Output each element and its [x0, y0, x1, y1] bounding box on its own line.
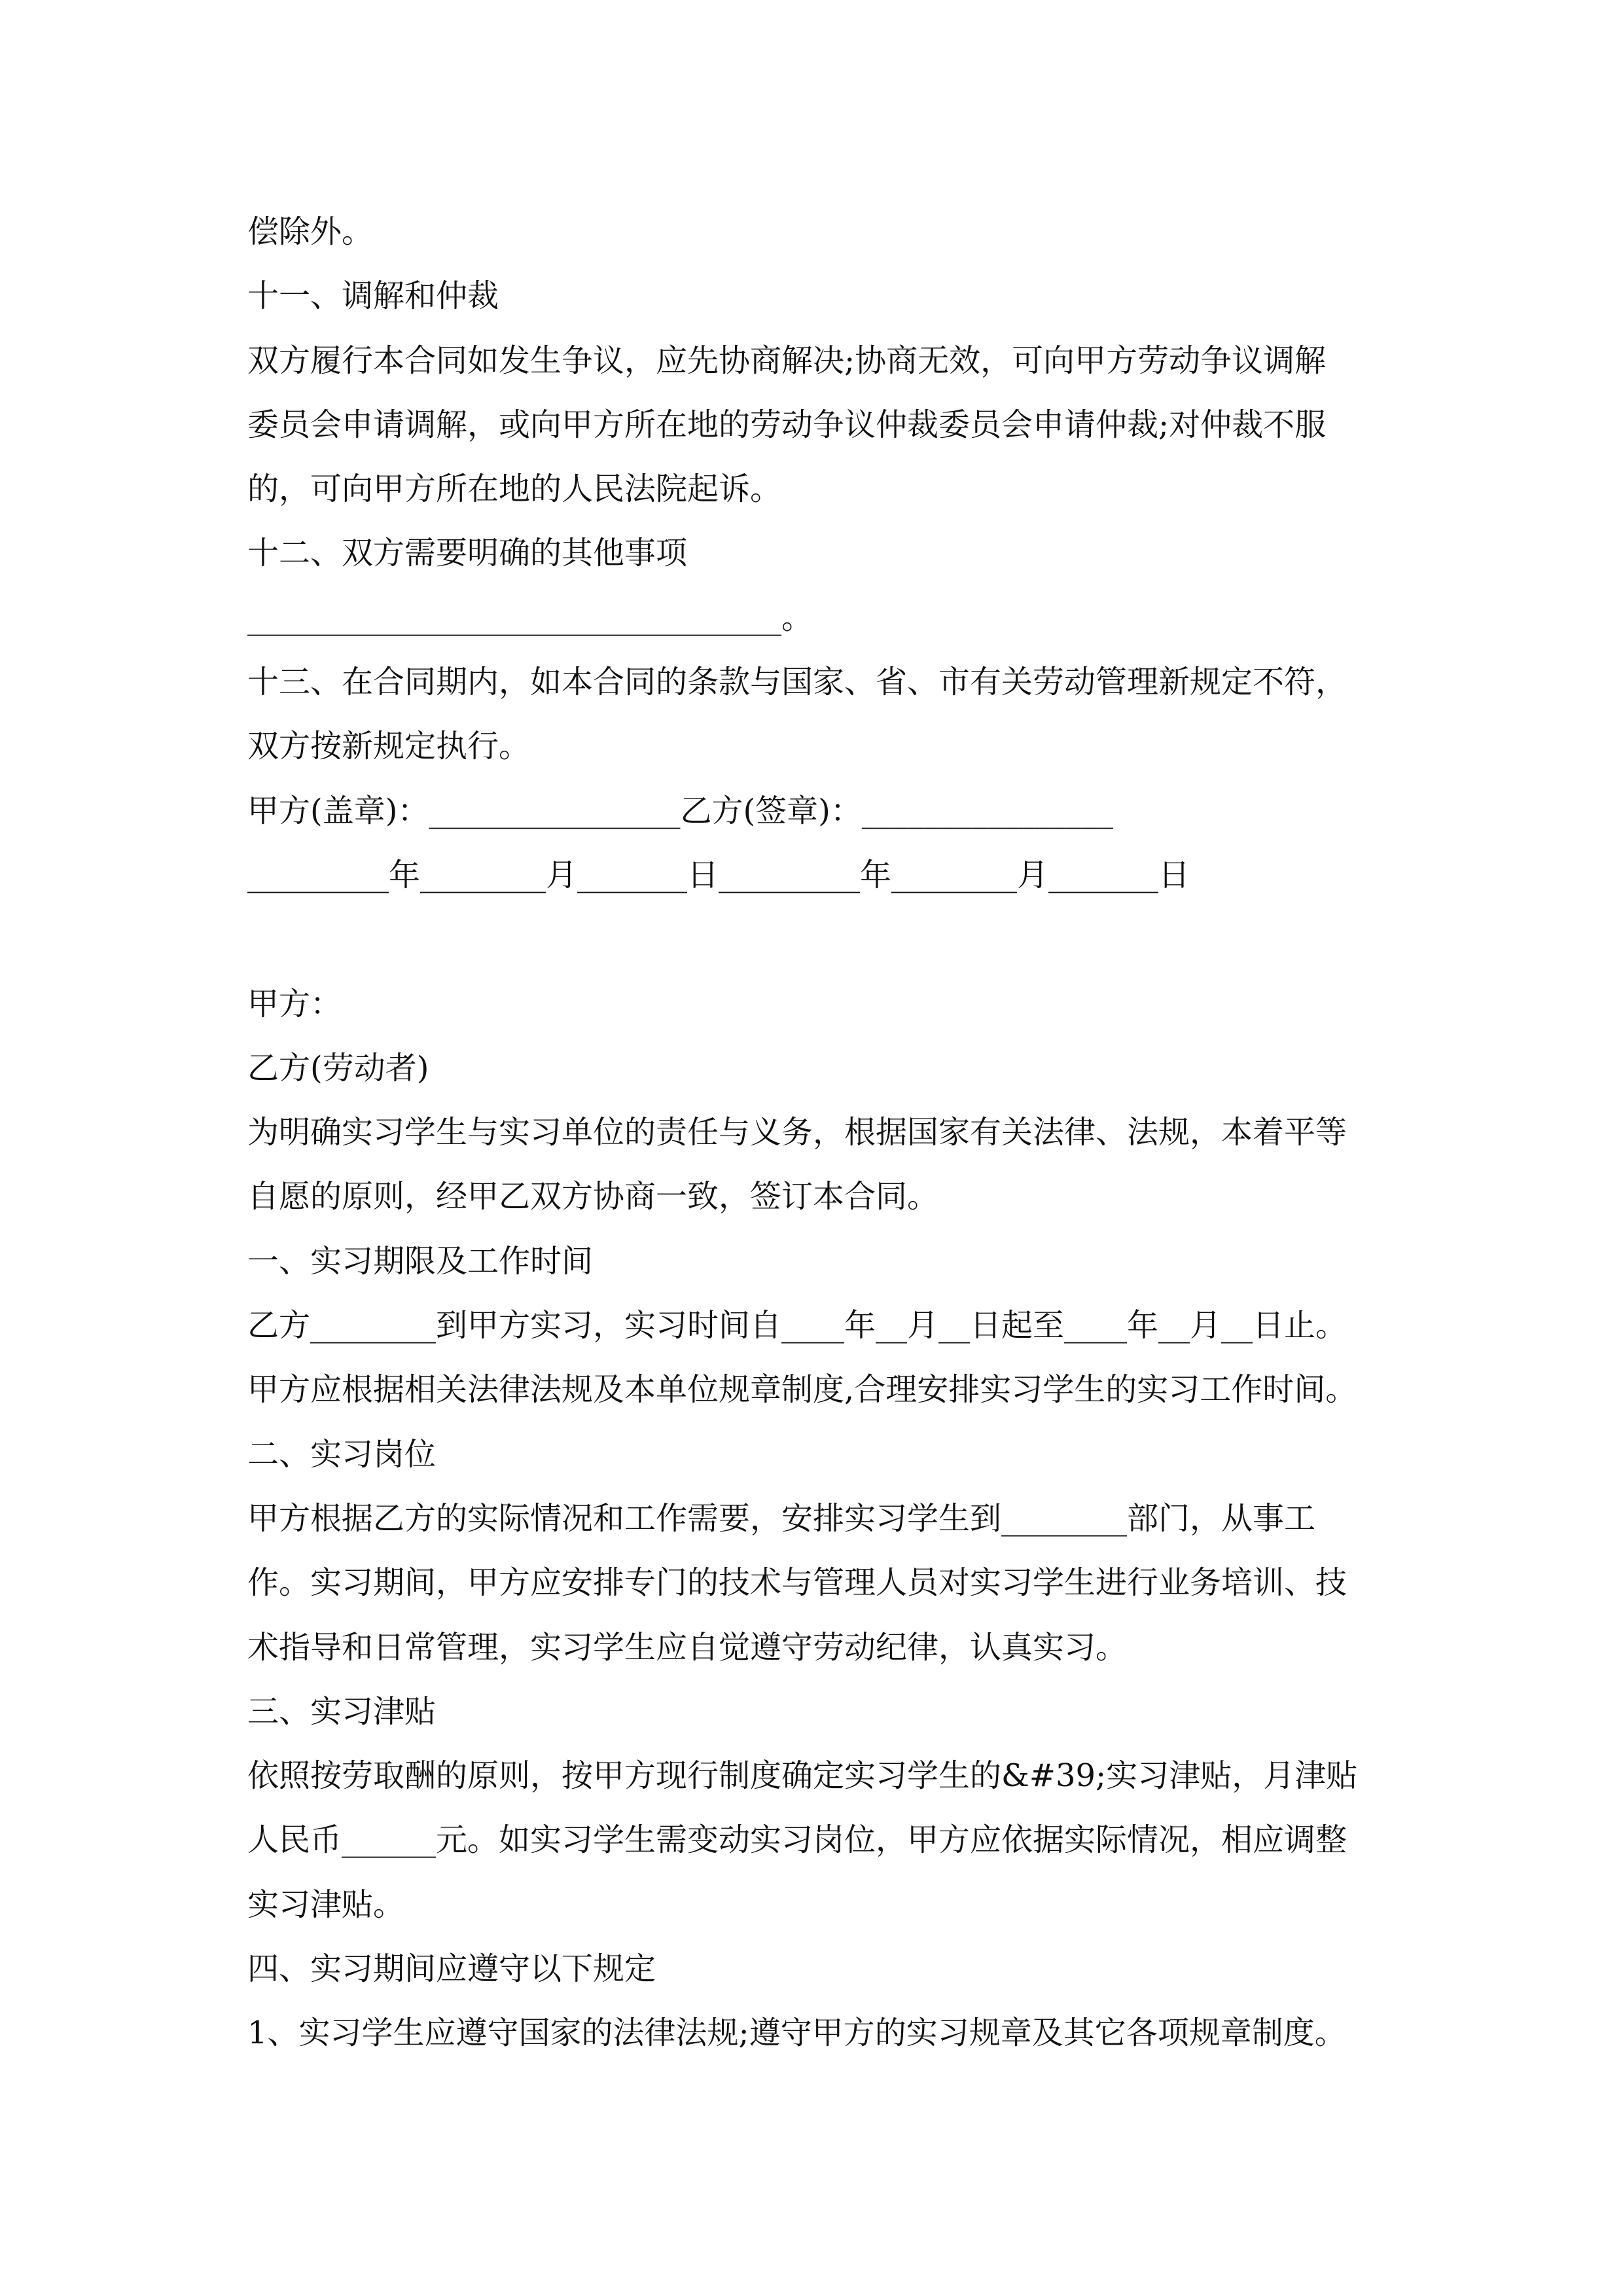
text-line: 乙方________到甲方实习，实习时间自____年__月__日起至____年__月__日止。 — [247, 1307, 1347, 1344]
text-line: 二、实习岗位 — [247, 1435, 437, 1473]
text-line: 委员会申请调解，或向甲方所在地的劳动争议仲裁委员会申请仲裁;对仲裁不服 — [247, 406, 1327, 443]
text-line: 三、实习津贴 — [247, 1693, 437, 1730]
text-line: __________________________________。 — [247, 599, 813, 636]
text-line: 甲方应根据相关法律法规及本单位规章制度,合理安排实习学生的实习工作时间。 — [247, 1371, 1357, 1408]
text-line: 甲方： — [247, 985, 342, 1022]
text-line: 一、实习期限及工作时间 — [247, 1242, 594, 1280]
blank-line — [247, 907, 1399, 971]
text-line: 术指导和日常管理，实习学生应自觉遵守劳动纪律，认真实习。 — [247, 1628, 1128, 1666]
text-line: 甲方根据乙方的实际情况和工作需要，安排实习学生到________部门，从事工 — [247, 1499, 1316, 1537]
text-line: 乙方(劳动者) — [247, 1049, 429, 1086]
text-line: 双方按新规定执行。 — [247, 728, 531, 765]
text-line: 的，可向甲方所在地的人民法院起诉。 — [247, 471, 782, 508]
text-line: 自愿的原则，经甲乙双方协商一致，签订本合同。 — [247, 1178, 939, 1215]
text-line: 十三、在合同期内，如本合同的条款与国家、省、市有关劳动管理新规定不符， — [247, 664, 1347, 701]
text-line: 四、实习期间应遵守以下规定 — [247, 1950, 656, 1988]
text-line: 人民币______元。如实习学生需变动实习岗位，甲方应依据实际情况，相应调整 — [247, 1821, 1347, 1859]
text-line: 十二、双方需要明确的其他事项 — [247, 535, 688, 572]
text-line: 双方履行本合同如发生争议，应先协商解决;协商无效，可向甲方劳动争议调解 — [247, 342, 1327, 379]
text-line: 为明确实习学生与实习单位的责任与义务，根据国家有关法律、法规，本着平等 — [247, 1114, 1347, 1151]
text-line: 偿除外。 — [247, 213, 374, 250]
text-line: 1、实习学生应遵守国家的法律法规;遵守甲方的实习规章及其它各项规章制度。 — [247, 2015, 1346, 2052]
text-line: 作。实习期间，甲方应安排专门的技术与管理人员对实习学生进行业务培训、技 — [247, 1564, 1347, 1602]
text-line: 实习津贴。 — [247, 1886, 405, 1923]
text-line: 甲方(盖章)：________________乙方(签章)：________________ — [247, 792, 1113, 829]
text-line: _________年________月_______日_________年________月_______日 — [247, 856, 1190, 893]
document-body — [247, 200, 1399, 2066]
text-line: 十一、调解和仲裁 — [247, 278, 499, 315]
text-line: 依照按劳取酬的原则，按甲方现行制度确定实习学生的&#39;实习津贴，月津贴 — [247, 1757, 1358, 1795]
